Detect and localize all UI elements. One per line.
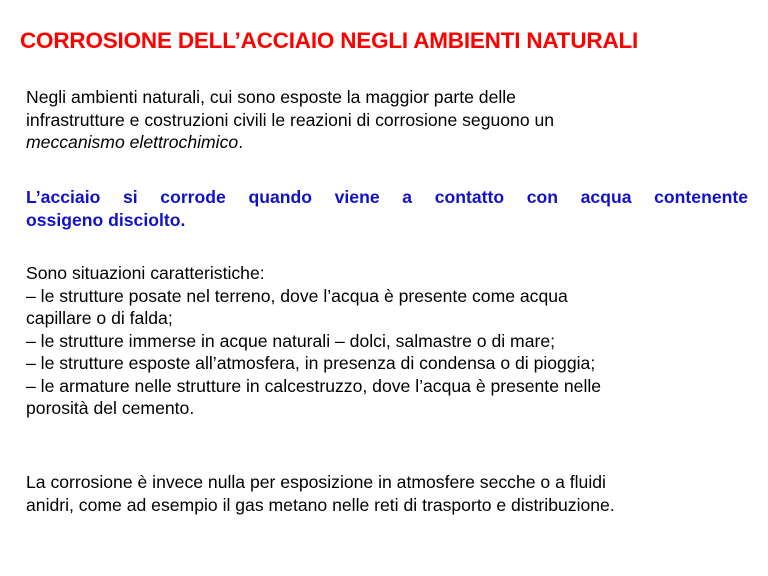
situation-item-2: – le strutture immerse in acque naturali – dolci, salmastre o di mare; <box>26 330 556 351</box>
situation-item-4-line-2: porosità del cemento. <box>26 398 195 418</box>
intro-paragraph <box>26 86 748 154</box>
conclusion-paragraph <box>26 471 748 516</box>
conclusion-line-1: La corrosione è invece nulla per esposizione in atmosfere secche o a fluidi <box>26 472 606 492</box>
intro-italic-term: meccanismo elettrochimico <box>26 132 239 152</box>
conclusion-line-2: anidri, come ad esempio il gas metano nelle reti di trasporto e distribuzione. <box>26 494 615 515</box>
intro-line-1: Negli ambienti naturali, cui sono esposte la maggior parte delle <box>26 87 516 107</box>
intro-line-3-end: . <box>238 132 244 152</box>
situation-item-3: – le strutture esposte all’atmosfera, in presenza di condensa o di pioggia; <box>26 353 596 373</box>
situations-heading: Sono situazioni caratteristiche: <box>26 263 265 283</box>
highlight-line-1: L’acciaio si corrode quando viene a contatto con acqua contenente <box>26 187 748 207</box>
situation-item-4-line-1: – le armature nelle strutture in calcestruzzo, dove l’acqua è presente nelle <box>26 375 602 396</box>
highlight-paragraph <box>26 186 748 231</box>
intro-line-2: infrastrutture e costruzioni civili le reazioni di corrosione seguono un <box>26 109 555 130</box>
intro-line-3 <box>26 131 748 154</box>
situations-list <box>26 262 748 420</box>
situation-item-1-line-1: – le strutture posate nel terreno, dove l’acqua è presente come acqua <box>26 285 568 306</box>
highlight-line-2: ossigeno disciolto. <box>26 209 186 230</box>
slide-title: CORROSIONE DELL’ACCIAIO NEGLI AMBIENTI NATURALI <box>20 28 639 53</box>
situation-item-1-line-2: capillare o di falda; <box>26 308 173 328</box>
